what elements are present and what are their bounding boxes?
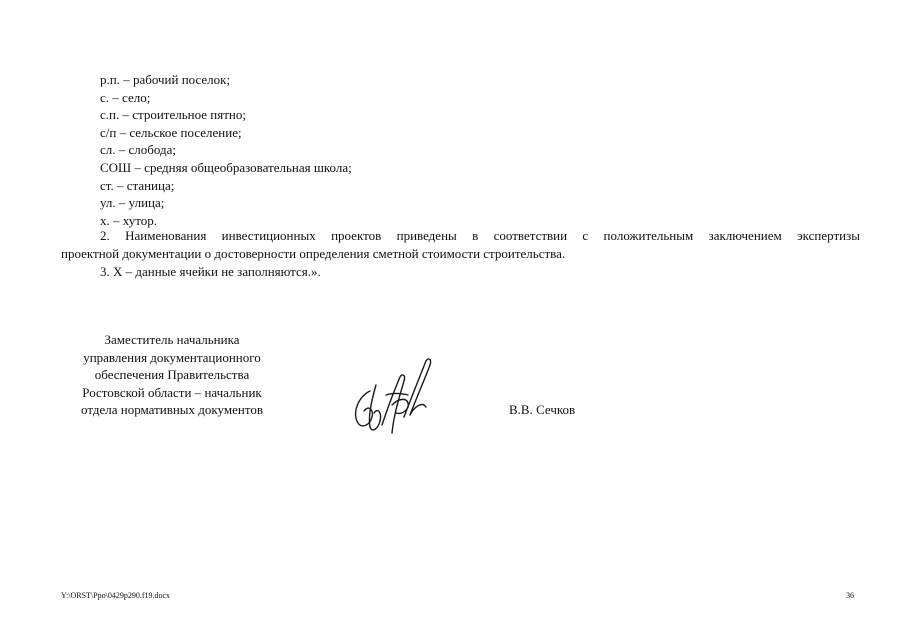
signer-title-line: отдела нормативных документов (81, 402, 263, 418)
footer-file-path: Y:\ORST\Ppo\0429p290.f19.docx (61, 591, 171, 600)
signature-stroke (369, 385, 380, 430)
signer-title-line: Заместитель начальника (104, 332, 240, 347)
signer-title-line: обеспечения Правительства (94, 367, 250, 383)
signature-stroke (386, 394, 408, 396)
abbreviation-item: ул. – улица; (100, 195, 165, 211)
signer-title-line: управления документационного (83, 349, 261, 365)
abbreviation-item: с.п. – строительное пятно; (100, 107, 246, 123)
abbreviation-item: ст. – станица; (100, 177, 175, 193)
note-2-line-1: 2. Наименования инвестиционных проектов приведены в соответствии с положительным заключением экспертизы (100, 228, 860, 243)
signer-name: В.В. Сечков (509, 402, 576, 417)
note-3-paragraph (61, 263, 860, 281)
signer-title-block (52, 331, 292, 419)
abbreviation-item: СОШ – средняя общеобразовательная школа; (100, 159, 352, 175)
note-3-text: 3. Х – данные ячейки не заполняются.». (100, 264, 321, 279)
abbreviation-item: с/п – сельское поселение; (100, 124, 242, 140)
abbreviation-list (100, 71, 800, 229)
abbreviation-item: р.п. – рабочий поселок; (100, 72, 231, 87)
signature-stroke (404, 359, 431, 417)
note-2-paragraph (61, 227, 860, 262)
note-2-line-2: проектной документации о достоверности определения сметной стоимости строительства. (61, 245, 566, 261)
page-number: 36 (846, 591, 854, 600)
abbreviation-item: х. – хутор. (100, 212, 158, 228)
abbreviation-item: с. – село; (100, 89, 151, 105)
handwritten-signature (348, 355, 438, 437)
signer-title-line: Ростовской области – начальник (82, 384, 262, 400)
abbreviation-item: сл. – слобода; (100, 142, 177, 158)
